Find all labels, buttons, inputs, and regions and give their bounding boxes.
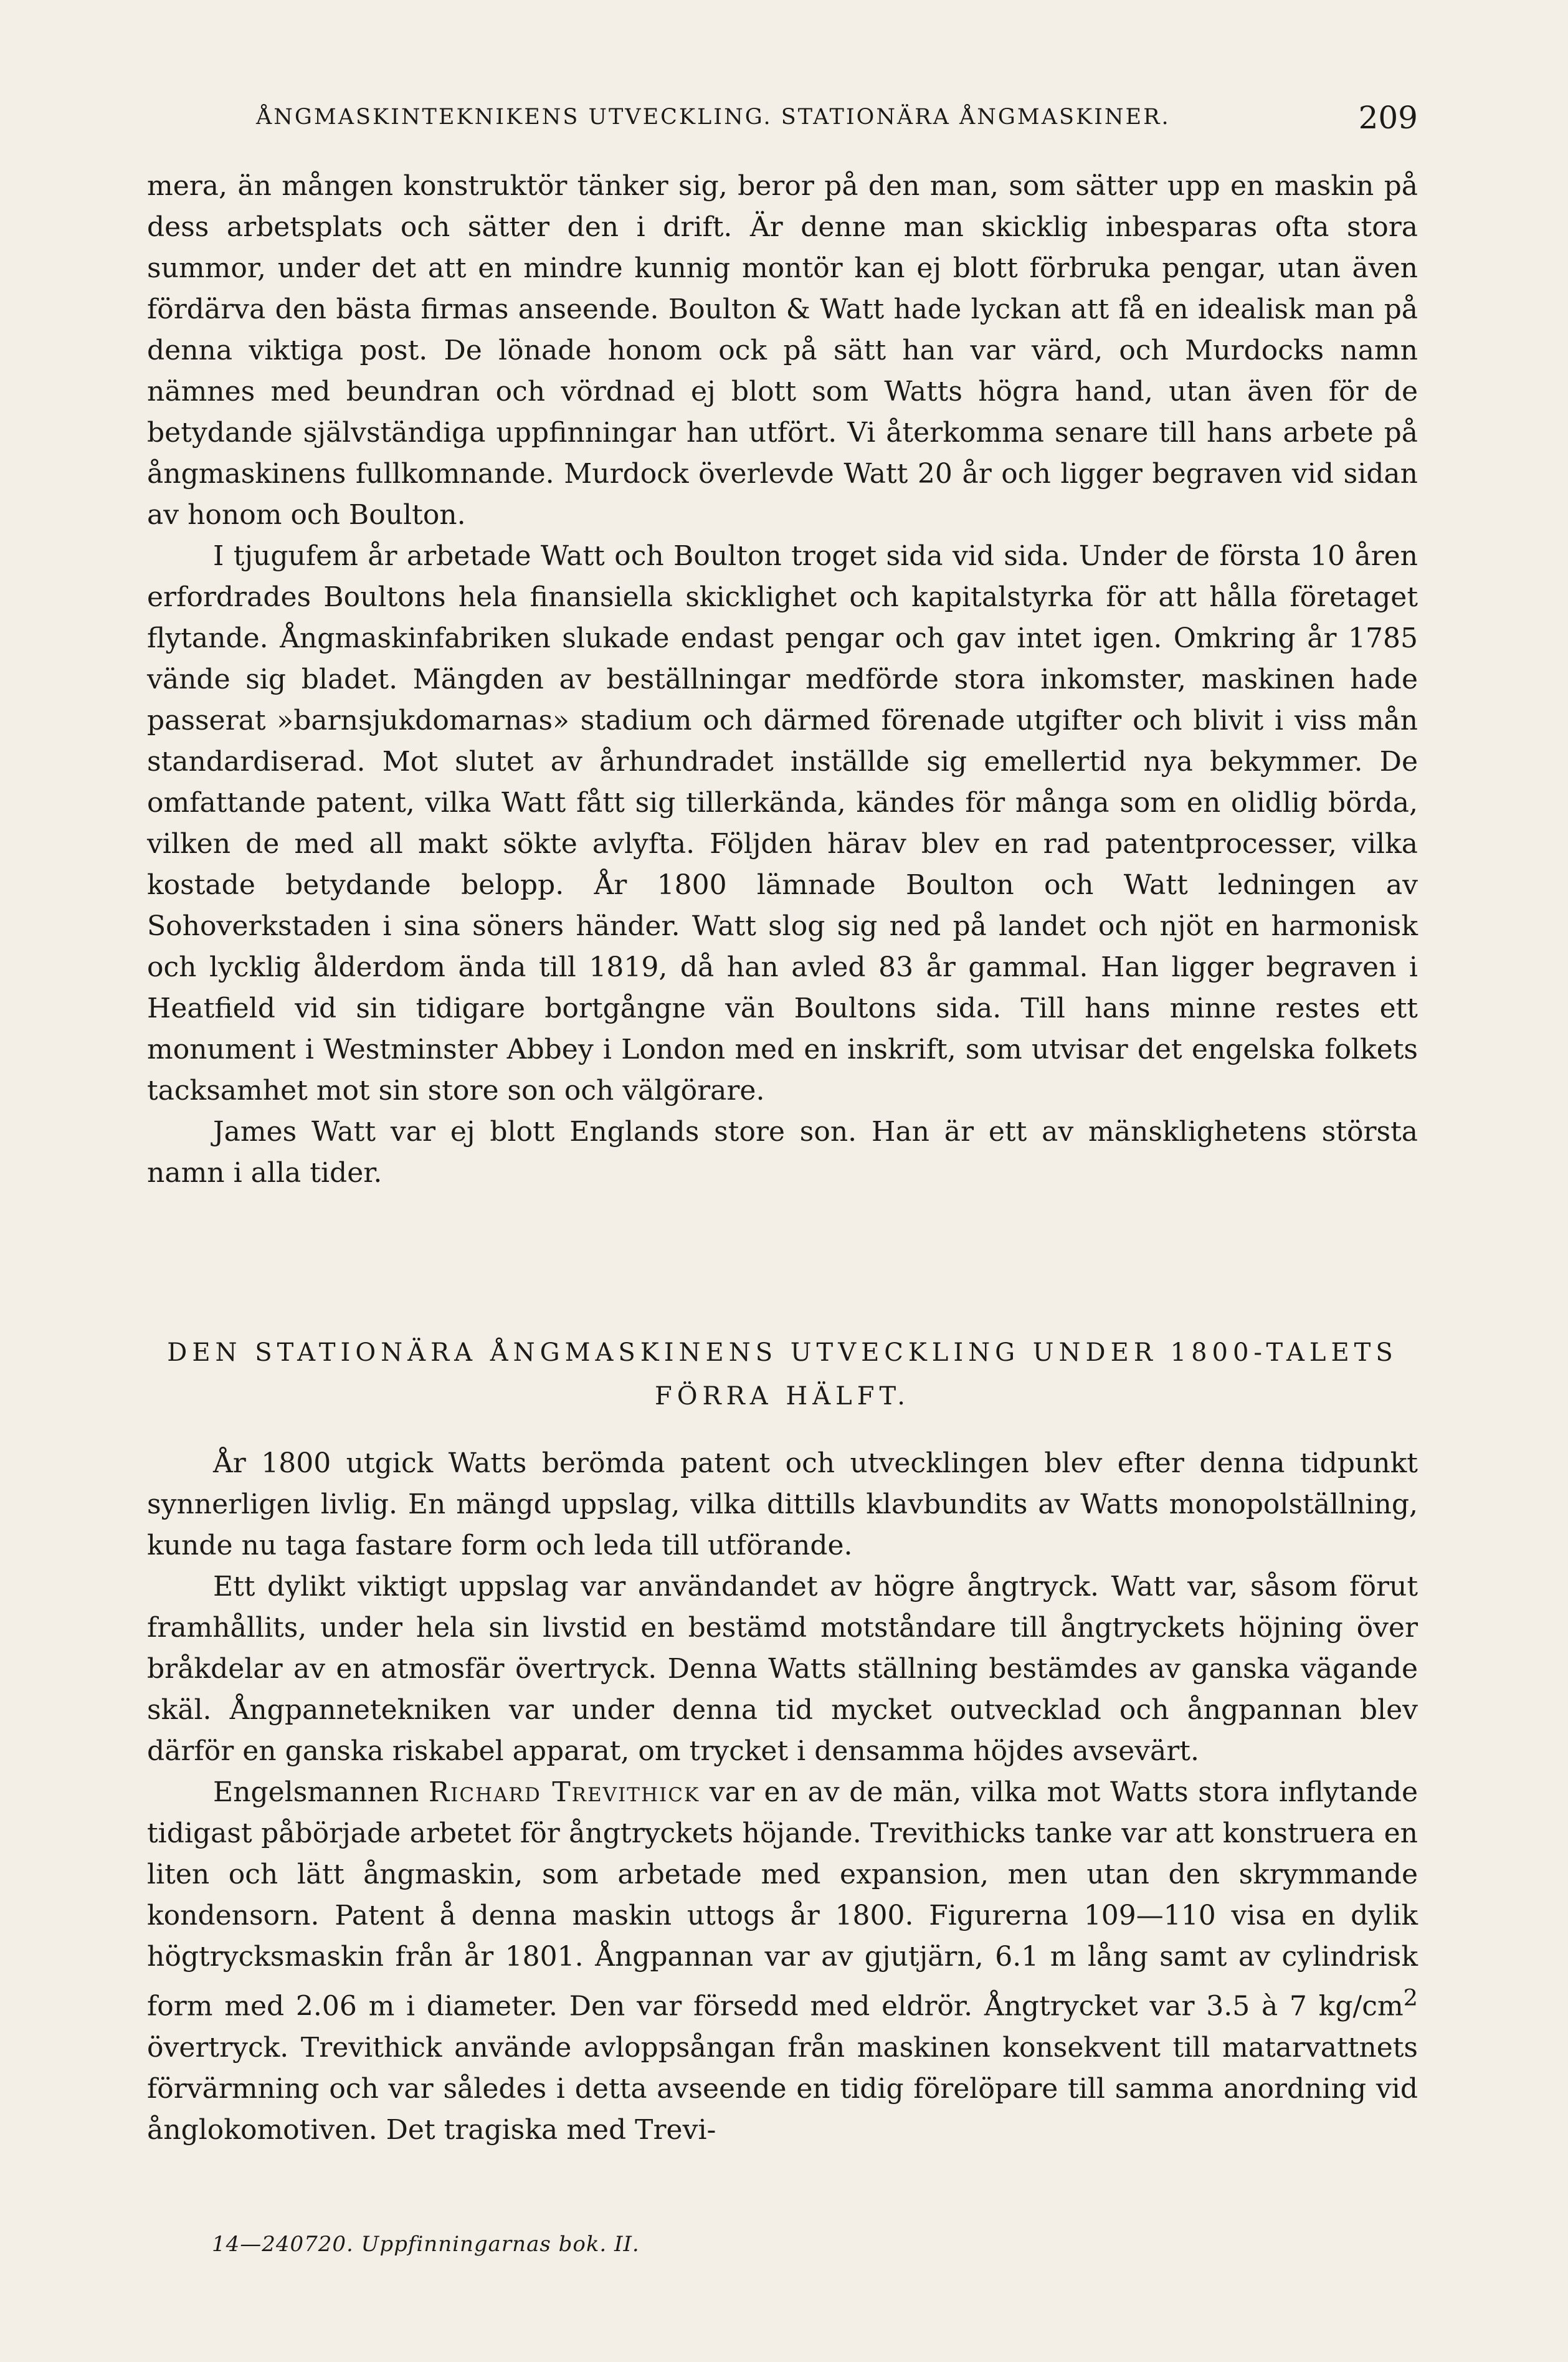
- paragraph-murdock: mera, än mången konstruktör tänker sig, beror på den man, som sätter upp en maskin på dess arbetsplats och sätter den i drift. Är denne man skicklig inbesparas ofta stora summor, under det att en mindre kunnig montör kan ej blott förbruka pengar, utan även fördärva den bästa firmas anseende. Boulton & Watt hade lyckan att få en idealisk man på denna viktiga post. De lönade honom ock på sätt han var värd, och Murdocks namn nämnes med beundran och vördnad ej blott som Watts högra hand, utan även för de betydande självständiga uppfinningar han utfört. Vi återkomma senare till hans arbete på ångmaskinens fullkomnande. Murdock överlevde Watt 20 år och ligger begraven vid sidan av honom och Boulton.: [147, 170, 1418, 531]
- superscript-2: 2: [1403, 1984, 1418, 2011]
- footer-signature: 14—240720. Uppfinningarnas bok. II.: [212, 2232, 640, 2257]
- trevithick-text-end: övertryck. Trevithick använde avloppsångan från maskinen konsekvent till matarvattnets förvärmning och var således i detta avseende en tidig förelöpare till samma anordning vid ånglokomotiven. Det tragiska med Trevi-: [147, 2031, 1418, 2146]
- trevithick-intro: Engelsmannen: [213, 1776, 419, 1808]
- paragraph-trevithick: [147, 1772, 1418, 2151]
- body-text-top: [147, 166, 1418, 1194]
- running-head: [147, 100, 1418, 150]
- paragraph-watt-boulton: I tjugufem år arbetade Watt och Boulton troget sida vid sida. Under de första 10 åren erfordrades Boultons hela finansiella skicklighet och kapitalstyrka för att hålla företaget flytande. Ångmaskinfabriken slukade endast pengar och gav intet igen. Omkring år 1785 vände sig bladet. Mängden av beställningar medförde stora inkomster, maskinen hade passerat »barnsjukdomarnas» stadium och därmed förenade utgifter och blivit i viss mån standardiserad. Mot slutet av århundradet inställde sig emellertid nya bekymmer. De omfattande patent, vilka Watt fått sig tillerkända, kändes för många som en olidlig börda, vilken de med all makt sökte avlyfta. Följden härav blev en rad patentprocesser, vilka kostade betydande belopp. År 1800 lämnade Boulton och Watt ledningen av Sohoverkstaden i sina söners händer. Watt slog sig ned på landet och njöt en harmonisk och lycklig ålderdom ända till 1819, då han avled 83 år gammal. Han ligger begraven i Heatfield vid sin tidigare bortgångne vän Boultons sida. Till hans minne restes ett monument i Westminster Abbey i London med en inskrift, som utvisar det engelska folkets tacksamhet mot sin store son och välgörare.: [147, 540, 1418, 1107]
- running-title: ÅNGMASKINTEKNIKENS UTVECKLING. STATIONÄRA ÅNGMASKINER.: [256, 105, 1171, 130]
- section-heading: [147, 1331, 1418, 1418]
- page-number: 209: [1358, 100, 1418, 136]
- trevithick-text: var en av de män, vilka mot Watts stora inflytande tidigast påbörjade arbetet för ångtryckets höjande. Trevithicks tanke var att konstruera en liten och lätt ångmaskin, som arbetade med expansion, men utan den skrymmande kondensorn. Patent å denna maskin uttogs år 1800. Figurerna 109—110 visa en dylik högtrycksmaskin från år 1801. Ångpannan var av gjutjärn, 6.1 m lång samt av cylindrisk form med 2.06 m i diameter. Den var försedd med eldrör. Ångtrycket var 3.5 à 7 kg/cm: [147, 1776, 1418, 2022]
- section-heading-line-1: DEN STATIONÄRA ÅNGMASKINENS UTVECKLING UNDER 1800-TALETS: [167, 1338, 1398, 1367]
- section-heading-line-2: FÖRRA HÄLFT.: [655, 1382, 910, 1411]
- paragraph-high-pressure: Ett dylikt viktigt uppslag var användandet av högre ångtryck. Watt var, såsom förut framhållits, under hela sin livstid en bestämd motståndare till ångtryckets höjning över bråkdelar av en atmosfär övertryck. Denna Watts ställning bestämdes av ganska vägande skäl. Ångpannetekniken var under denna tid mycket outvecklad och ångpannan blev därför en ganska riskabel apparat, om trycket i densamma höjdes avsevärt.: [147, 1571, 1418, 1767]
- body-text-bottom: [147, 1443, 1418, 2151]
- paragraph-james-watt: James Watt var ej blott Englands store son. Han är ett av mänsklighetens största namn i alla tider.: [147, 1116, 1418, 1189]
- paragraph-patent-1800: År 1800 utgick Watts berömda patent och utvecklingen blev efter denna tidpunkt synnerligen livlig. En mängd uppslag, vilka dittills klavbundits av Watts monopolställning, kunde nu taga fastare form och leda till utförande.: [147, 1447, 1418, 1561]
- person-name-trevithick: Richard Trevithick: [428, 1776, 700, 1808]
